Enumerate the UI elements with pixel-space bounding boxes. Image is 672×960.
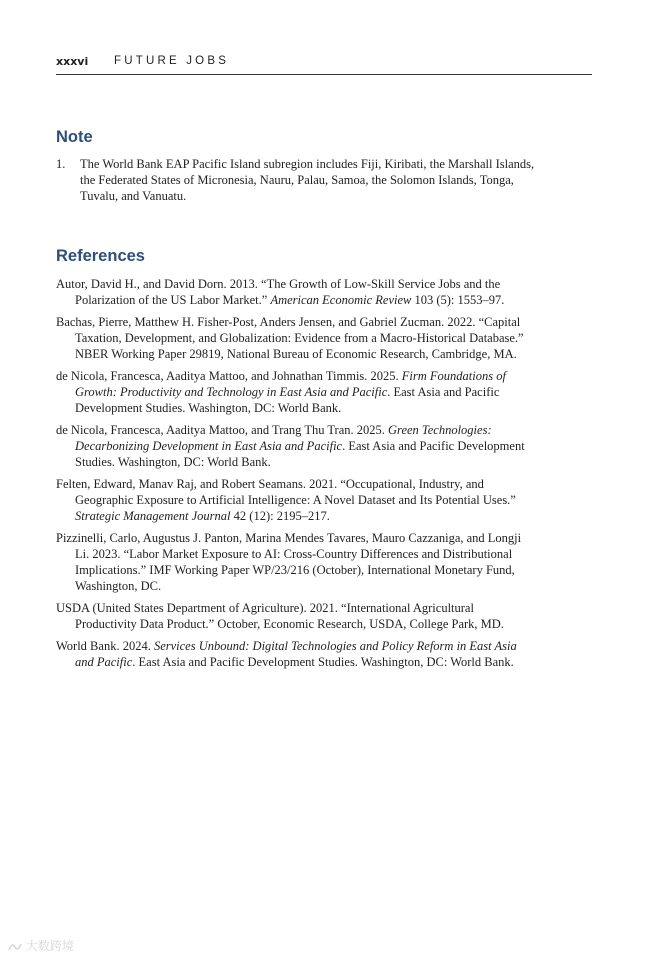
reference-italic-title: Green Technologies: Decarbonizing Development in East Asia and Pacific — [75, 423, 492, 453]
references-list — [56, 276, 536, 676]
reference-text-end: . East Asia and Pacific Development Studies. Washington, DC: World Bank. — [75, 439, 525, 469]
reference-item — [56, 368, 536, 416]
reference-item — [56, 530, 536, 594]
reference-item — [56, 422, 536, 470]
watermark-text: 大数跨境 — [25, 939, 74, 953]
reference-text-end: 42 (12): 2195–217. — [230, 509, 330, 523]
watermark-logo-icon — [8, 941, 22, 953]
note-text: The World Bank EAP Pacific Island subregion includes Fiji, Kiribati, the Marshall Islands, the Federated States of Micronesia, Nauru, Palau, Samoa, the Solomon Islands, Tonga, Tuvalu, and Vanuatu. — [80, 157, 535, 203]
reference-text: de Nicola, Francesca, Aaditya Mattoo, and Trang Thu Tran. 2025. — [56, 423, 389, 437]
reference-text: Felten, Edward, Manav Raj, and Robert Seamans. 2021. “Occupational, Industry, and Geographic Exposure to Artificial Intelligence: A Novel Dataset and Its Potential Uses.” — [56, 477, 516, 507]
reference-item — [56, 476, 536, 524]
reference-text: Bachas, Pierre, Matthew H. Fisher-Post, Anders Jensen, and Gabriel Zucman. 2022. “Capital Taxation, Development, and Globalization: Evidence from a Macro-Historical Database.” NBER Working Paper 29819, National Bureau of Economic Research, Cambridge, MA. — [56, 315, 524, 361]
reference-text: USDA (United States Department of Agriculture). 2021. “International Agricultural Productivity Data Product.” October, Economic Research, USDA, College Park, MD. — [56, 601, 504, 631]
note-number: 1. — [56, 157, 66, 171]
reference-text-end: 103 (5): 1553–97. — [411, 293, 505, 307]
reference-text: Pizzinelli, Carlo, Augustus J. Panton, Marina Mendes Tavares, Mauro Cazzaniga, and Longji Li. 2023. “Labor Market Exposure to AI: Cross-Country Differences and Distributional Implications.” IMF Working Paper WP/23/216 (October), International Monetary Fund, Washington, DC. — [56, 531, 522, 593]
reference-item — [56, 314, 536, 362]
reference-italic-title: Strategic Management Journal — [75, 509, 231, 523]
reference-text: World Bank. 2024. — [56, 639, 154, 653]
reference-text-end: . East Asia and Pacific Development Studies. Washington, DC: World Bank. — [132, 655, 514, 669]
references-heading: References — [56, 247, 145, 265]
reference-item — [56, 600, 536, 632]
reference-italic-title: American Economic Review — [270, 293, 412, 307]
running-head — [56, 54, 592, 75]
note-heading: Note — [56, 128, 93, 146]
watermark — [8, 937, 74, 954]
book-title: FUTURE JOBS — [114, 55, 230, 67]
reference-text: de Nicola, Francesca, Aaditya Mattoo, and Johnathan Timmis. 2025. — [56, 369, 402, 383]
reference-italic-title: Services Unbound: Digital Technologies and Policy Reform in East Asia and Pacific — [75, 639, 517, 669]
page-number: xxxvi — [56, 55, 89, 68]
note-item — [56, 156, 546, 204]
reference-item — [56, 638, 536, 670]
reference-item — [56, 276, 536, 308]
reference-italic-title: Firm Foundations of Growth: Productivity and Technology in East Asia and Pacific — [75, 369, 506, 399]
reference-text: Autor, David H., and David Dorn. 2013. “The Growth of Low-Skill Service Jobs and the Polarization of the US Labor Market.” — [56, 277, 501, 307]
reference-text-end: . East Asia and Pacific Development Studies. Washington, DC: World Bank. — [75, 385, 500, 415]
